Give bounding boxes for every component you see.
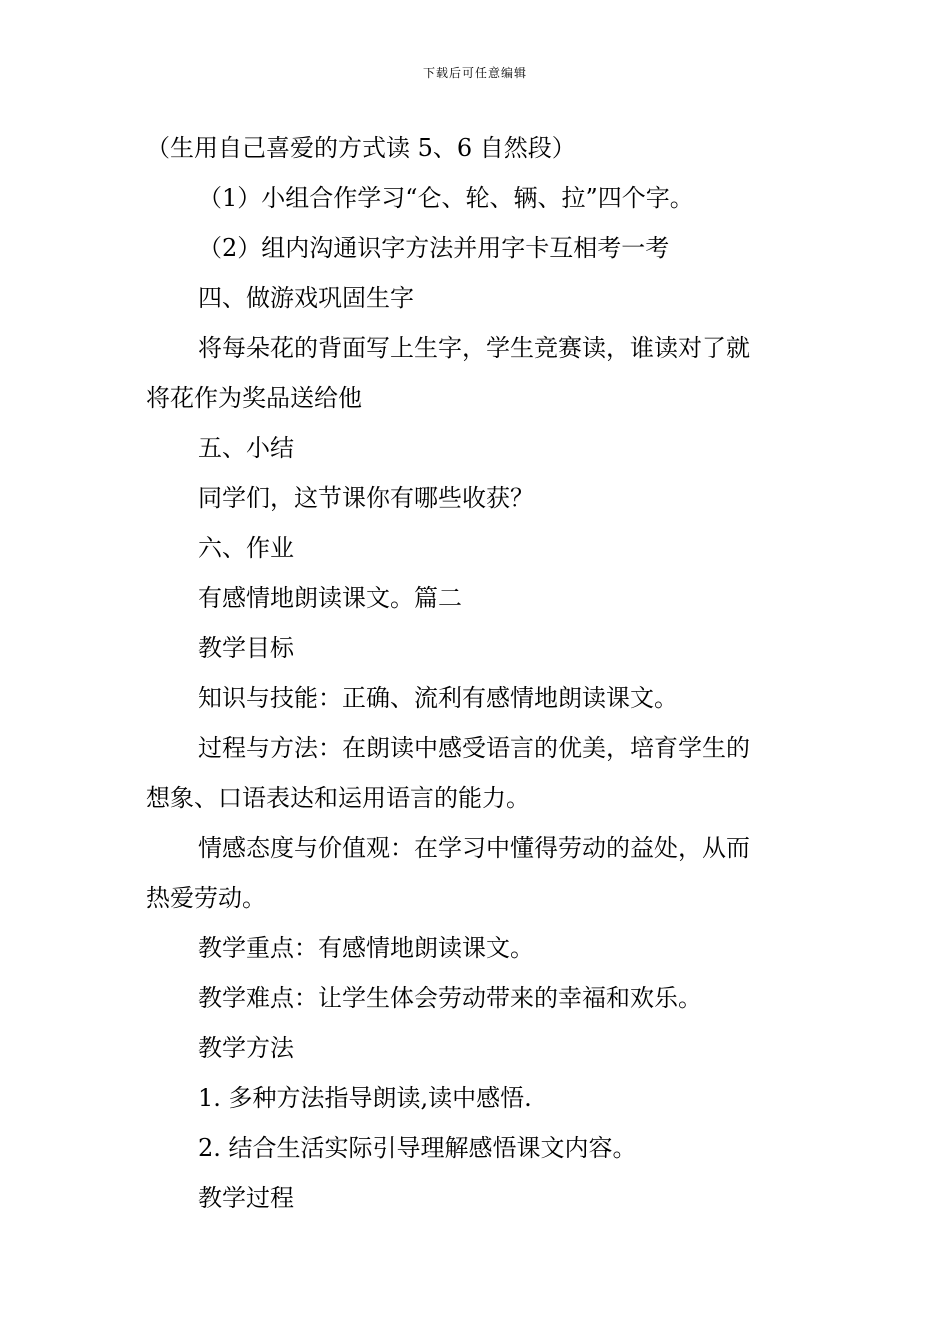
text-line: 教学重点：有感情地朗读课文。 [198,934,534,962]
list-item: 2. 结合生活实际引导理解感悟课文内容。 [198,1134,637,1162]
section-heading: 六、作业 [198,534,294,562]
section-heading: 教学目标 [198,634,294,662]
text-line: 过程与方法：在朗读中感受语言的优美，培育学生的 [198,734,750,762]
text-line: （生用自己喜爱的方式读 5、6 自然段） [146,134,576,162]
text-line: 教学难点：让学生体会劳动带来的幸福和欢乐。 [198,984,702,1012]
text-line: 将花作为奖品送给他 [146,384,362,412]
text-line: 有感情地朗读课文。篇二 [198,584,462,612]
text-line: 将每朵花的背面写上生字，学生竞赛读，谁读对了就 [198,334,750,362]
section-heading: 五、小结 [198,434,294,462]
section-heading: 教学方法 [198,1034,294,1062]
text-line: （2）组内沟通识字方法并用字卡互相考一考 [198,234,670,262]
text-line: 知识与技能：正确、流利有感情地朗读课文。 [198,684,678,712]
page-header: 下载后可任意编辑 [422,66,527,80]
text-line: （1）小组合作学习“仑、轮、辆、拉”四个字。 [198,184,694,212]
list-item: 1. 多种方法指导朗读,读中感悟. [198,1084,532,1112]
text-line: 热爱劳动。 [146,884,266,912]
text-line: 想象、口语表达和运用语言的能力。 [146,784,530,812]
section-heading: 教学过程 [198,1184,294,1212]
text-line: 情感态度与价值观：在学习中懂得劳动的益处，从而 [198,834,750,862]
text-line: 同学们，这节课你有哪些收获？ [198,484,534,512]
section-heading: 四、做游戏巩固生字 [198,284,414,312]
